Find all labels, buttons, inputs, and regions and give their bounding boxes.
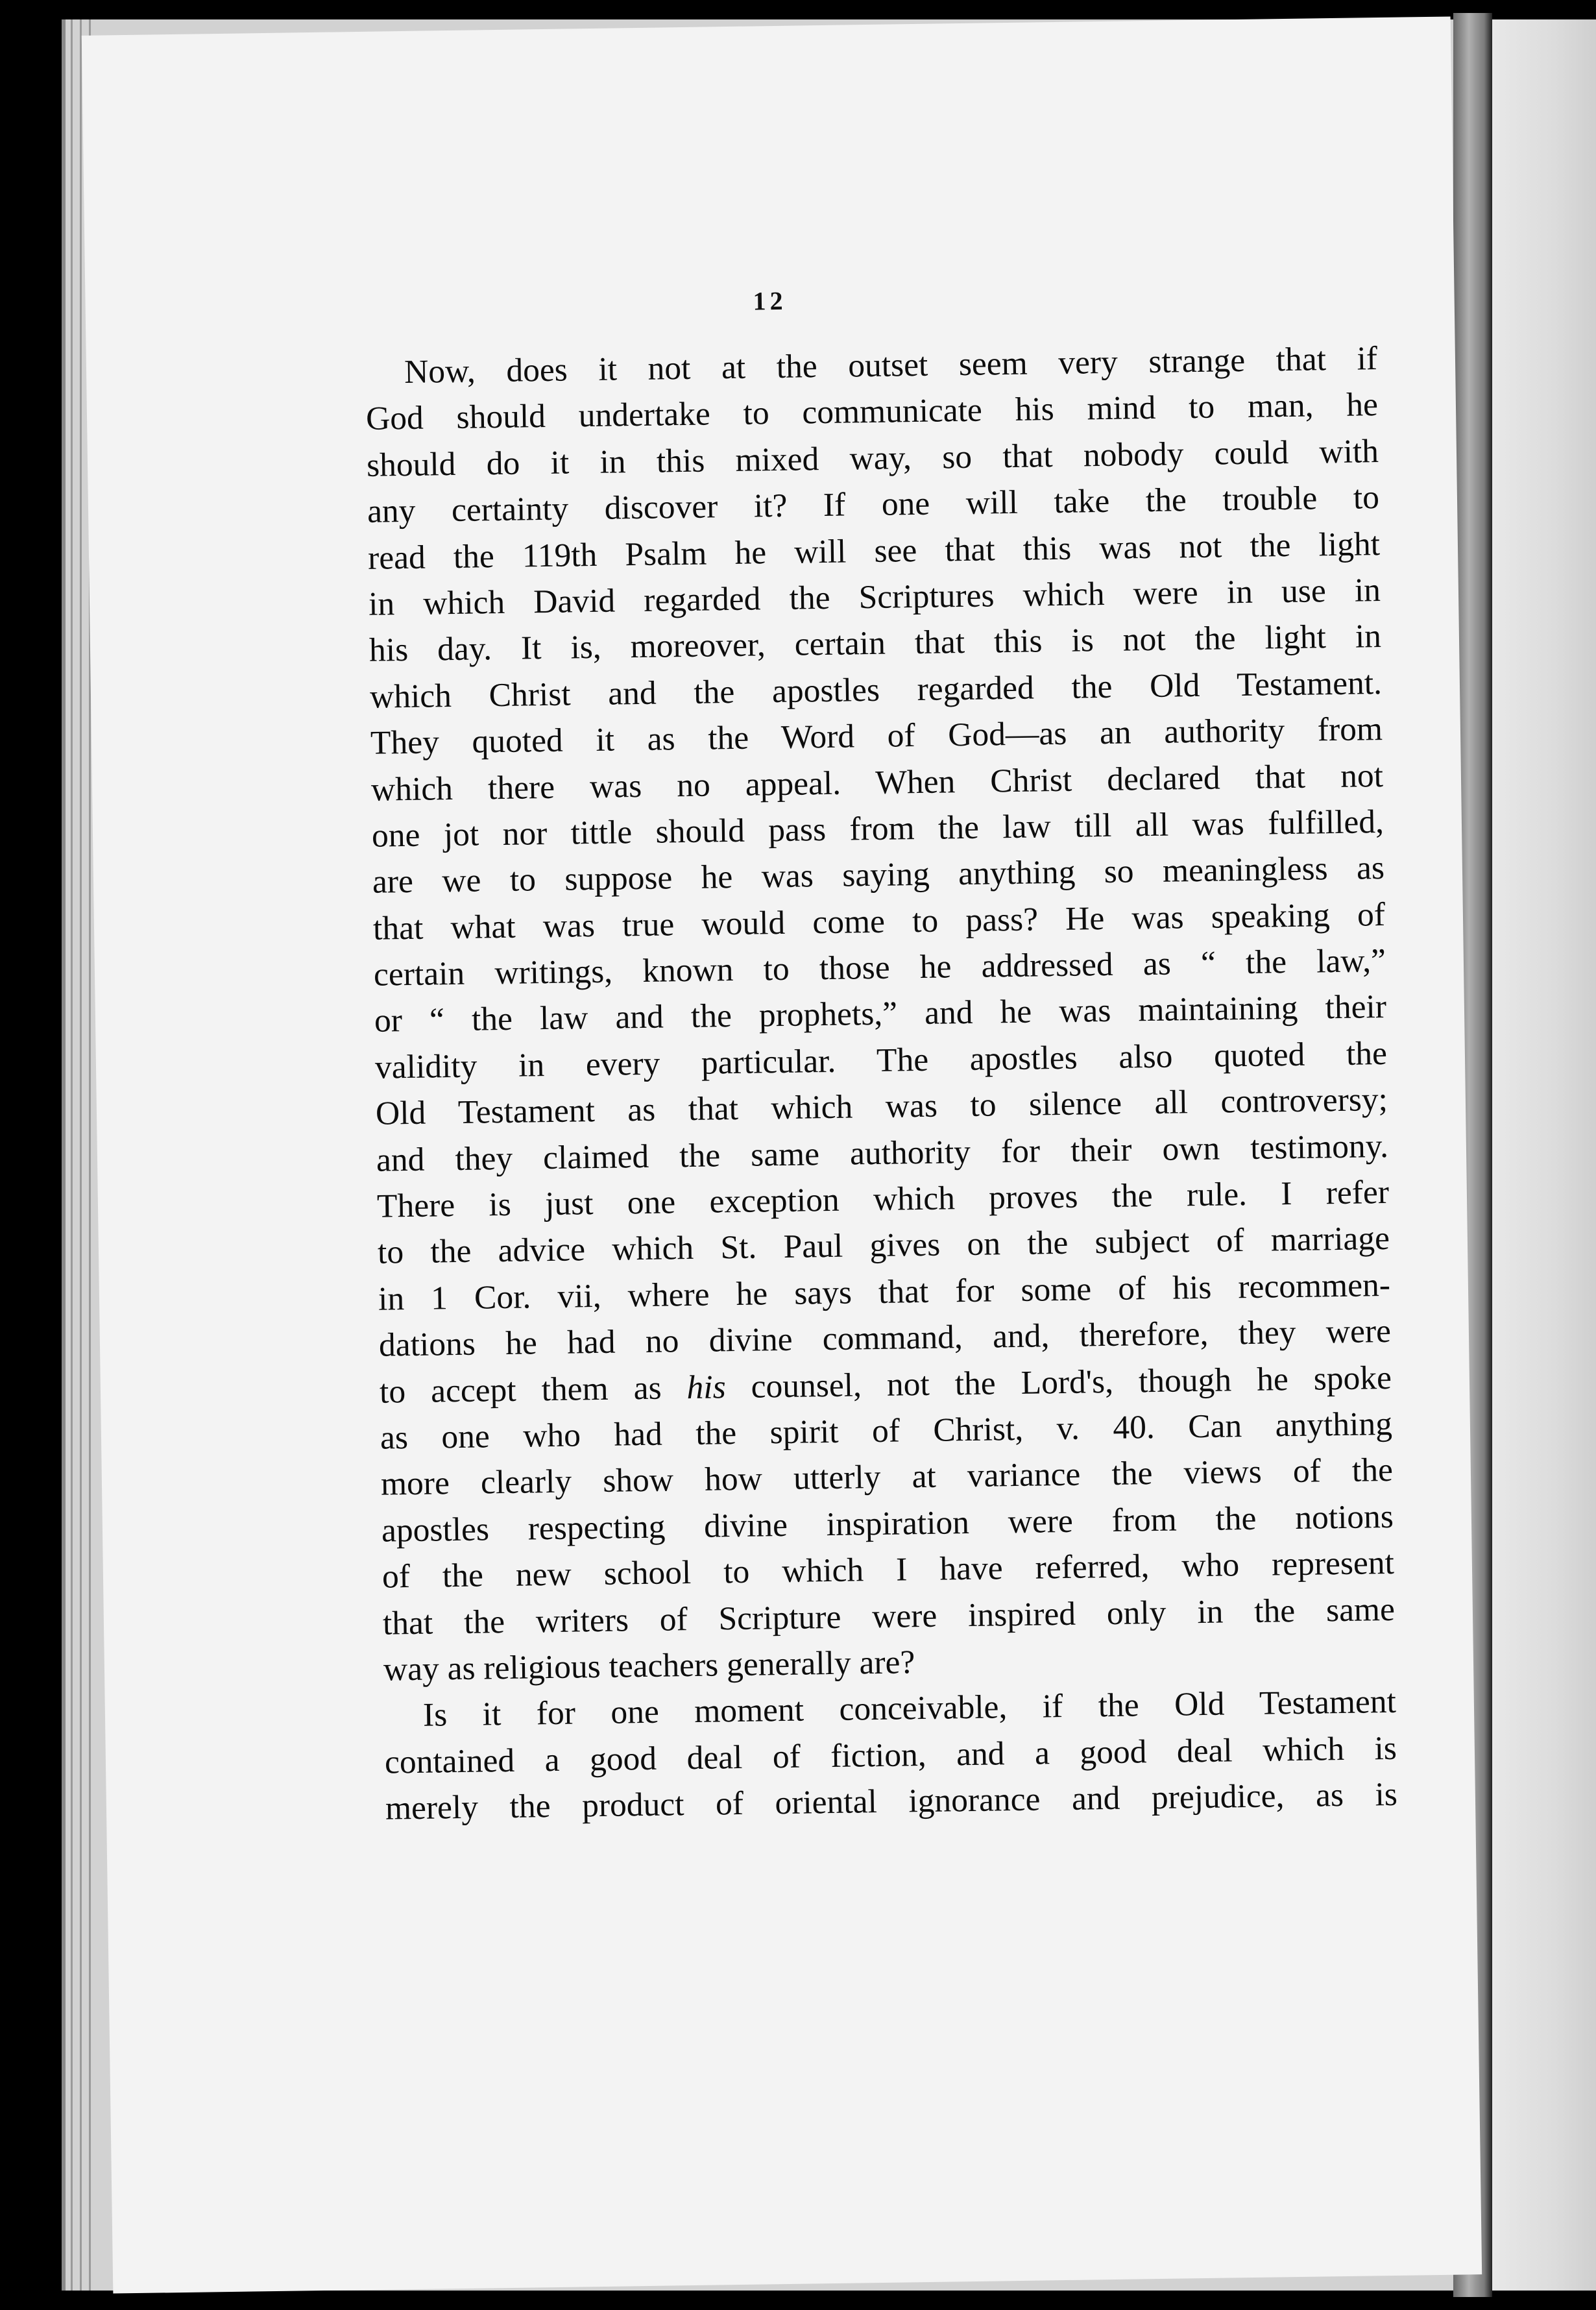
text-line: which Christ and the apostles regarded the Old Testament.: [369, 664, 1383, 716]
text-line: way as religious teachers generally are?: [383, 1644, 915, 1688]
text-line: should do it in this mixed way, so that nobody could with: [366, 432, 1379, 484]
body-text: [365, 335, 1398, 1832]
book-page: [82, 16, 1482, 2293]
text-line: contained a good deal of fiction, and a good deal which is: [384, 1729, 1397, 1781]
text-line: of the new school to which I have referred, who represent: [381, 1544, 1395, 1596]
text-line: in which David regarded the Scriptures which were in use in: [368, 571, 1381, 623]
text-line: read the 119th Psalm he will see that this was not the light: [367, 525, 1381, 577]
text-line: There is just one exception which proves the rule. I refer: [376, 1173, 1390, 1225]
facing-page-edge: [1492, 19, 1596, 2291]
text-line: to the advice which St. Paul gives on the subject of marriage: [377, 1220, 1390, 1272]
text-line: validity in every particular. The apostles also quoted the: [374, 1034, 1388, 1086]
text-line: God should undertake to communicate his mind to man, he: [365, 386, 1379, 438]
text-line: any certainty discover it? If one will take the trouble to: [367, 479, 1380, 530]
emphasis-word: his: [686, 1368, 727, 1406]
text-line: to accept them as his counsel, not the Lord's, though he spoke: [379, 1359, 1392, 1411]
text-line: dations he had no divine command, and, therefore, they were: [378, 1313, 1392, 1364]
text-line: that the writers of Scripture were inspired only in the same: [382, 1590, 1396, 1642]
text-line: or “ the law and the prophets,” and he was maintaining their: [374, 988, 1387, 1040]
page-edge-line: [80, 19, 82, 2291]
text-line: apostles respecting divine inspiration were from the notions: [381, 1498, 1394, 1550]
text-line: and they claimed the same authority for their own testimony.: [376, 1127, 1389, 1179]
text-line: Now, does it not at the outset seem very strange that if: [404, 340, 1378, 391]
text-line: They quoted it as the Word of God—as an authority from: [370, 711, 1383, 762]
text-line: that what was true would come to pass? He was speaking of: [372, 895, 1386, 947]
page-number: 12: [753, 286, 787, 316]
text-line: as one who had the spirit of Christ, v. 40. Can anything: [380, 1405, 1393, 1457]
page-edge-line: [71, 19, 73, 2291]
text-line: more clearly show how utterly at variance the views of the: [380, 1452, 1394, 1503]
text-line: Is it for one moment conceivable, if the Old Testament: [422, 1683, 1397, 1734]
text-line: are we to suppose he was saying anything so meaningless as: [372, 849, 1385, 901]
text-line: certain writings, known to those he addressed as “ the law,”: [373, 942, 1386, 993]
text-line: one jot nor tittle should pass from the law till all was fulfilled,: [371, 803, 1384, 855]
text-line: Old Testament as that which was to silence all controversy;: [375, 1081, 1388, 1132]
text-line: in 1 Cor. vii, where he says that for some of his recommen-: [378, 1266, 1391, 1318]
text-line: merely the product of oriental ignorance and prejudice, as is: [385, 1775, 1398, 1827]
paragraph-1: [365, 335, 1396, 1693]
paragraph-2: [384, 1679, 1398, 1832]
text-line: his day. It is, moreover, certain that this is not the light in: [369, 618, 1382, 670]
text-line: which there was no appeal. When Christ declared that not: [370, 757, 1384, 808]
